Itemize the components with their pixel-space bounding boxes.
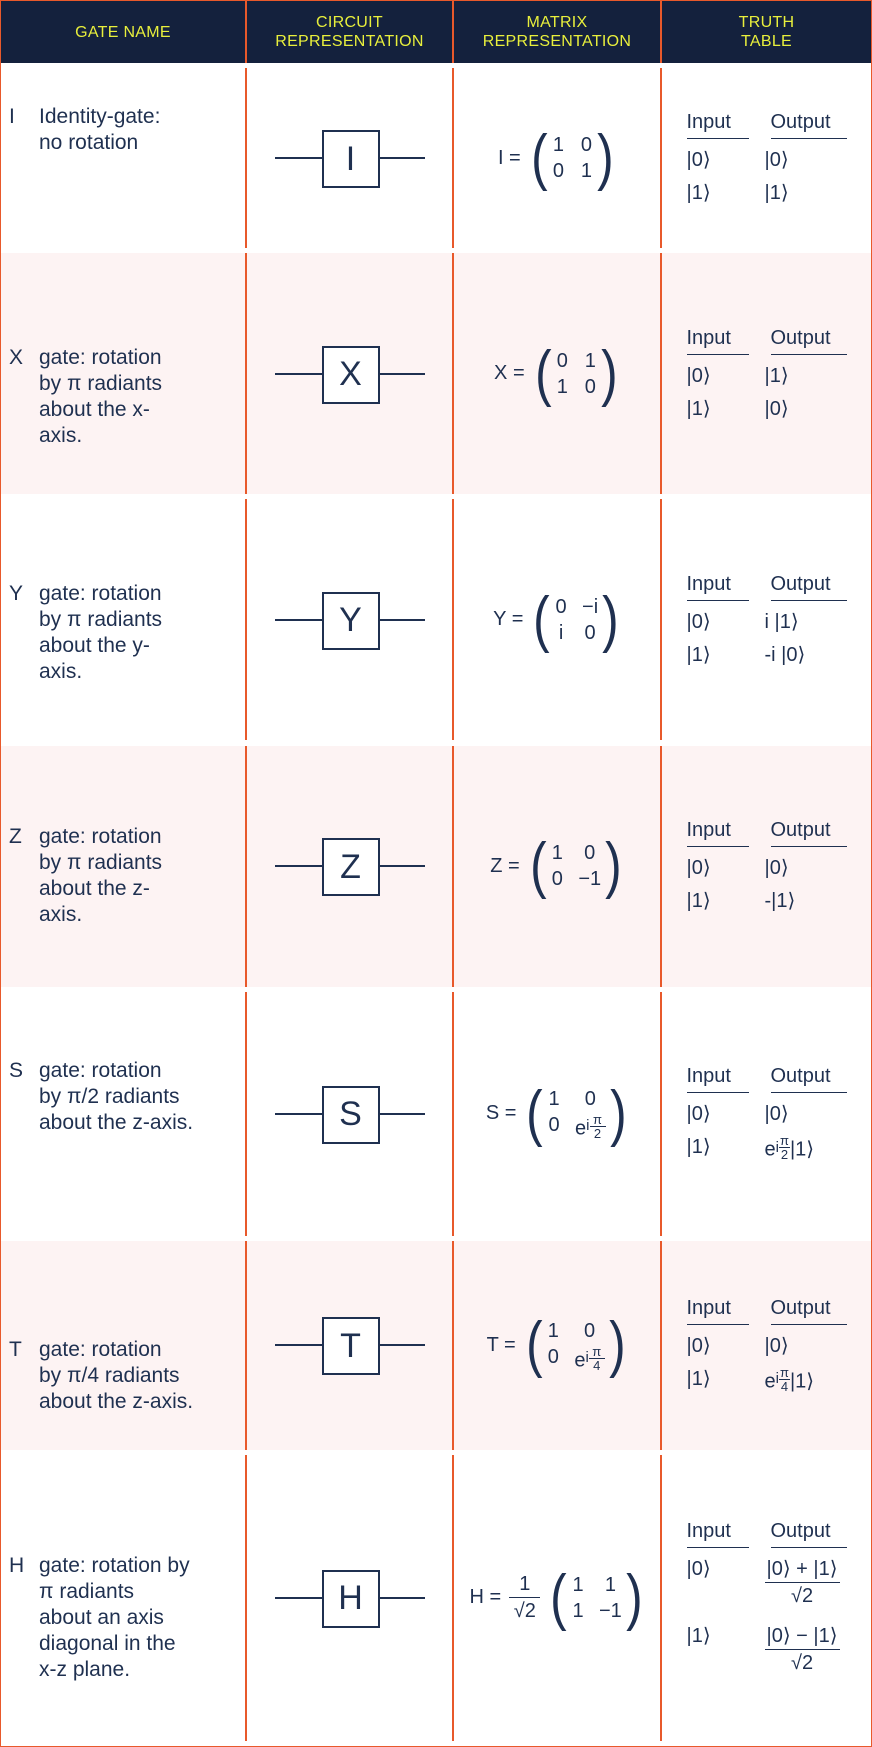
header-truth-label: TRUTH TABLE [738, 14, 795, 50]
phase-num: π [590, 1113, 606, 1127]
phase-num: π [589, 1345, 605, 1359]
truth-table-header [687, 111, 847, 139]
gate-name-cell [1, 68, 247, 248]
gate-letter: X [9, 346, 24, 370]
matrix-entry: 0 [584, 1087, 596, 1110]
gate-name-cell [1, 253, 247, 494]
truth-table-row [687, 855, 847, 880]
truth-table-header [687, 327, 847, 355]
matrix-entry: i [558, 621, 564, 644]
circuit-cell [247, 68, 454, 248]
phase-den: 2 [780, 1147, 789, 1163]
gate-letter: Z [9, 824, 22, 848]
matrix-entries [548, 841, 603, 891]
phase-exponent [775, 1133, 790, 1163]
matrix-entry: 1 [572, 1573, 584, 1596]
truth-table-cell [662, 499, 871, 740]
matrix-cell [454, 253, 662, 494]
right-paren: ) [605, 831, 622, 900]
header-gate-name-label: GATE NAME [75, 23, 171, 41]
circuit-cell [247, 1241, 454, 1450]
output-denominator: √2 [790, 1584, 814, 1607]
output-state [765, 1623, 847, 1676]
scalar-denominator: √2 [513, 1600, 536, 1623]
matrix-entry: −i [582, 595, 599, 618]
input-state: |0⟩ [686, 364, 711, 387]
matrix [493, 584, 621, 654]
phase-exponent [586, 1111, 605, 1141]
truth-table [687, 573, 847, 667]
left-paren: ( [526, 1078, 543, 1148]
matrix-entries [553, 349, 599, 399]
matrix-label: Z = [490, 854, 520, 877]
gate-box: I [322, 130, 380, 188]
phase-exponent [775, 1365, 790, 1395]
circuit-diagram [275, 1085, 425, 1143]
right-paren: ) [608, 1310, 626, 1380]
output-value: |0⟩ [764, 1335, 789, 1358]
circuit-cell [247, 499, 454, 740]
matrix-entry: 0 [548, 1113, 560, 1136]
matrix-entry: 1 [572, 1599, 584, 1622]
output-state [765, 147, 847, 172]
matrix-entries [549, 133, 595, 183]
matrix-entries [544, 1319, 606, 1372]
truth-table-row [687, 180, 847, 205]
circuit-cell [247, 1455, 454, 1741]
matrix-entry: 0 [584, 621, 596, 644]
gate-name [9, 104, 160, 156]
matrix-entry: 1 [551, 842, 563, 864]
left-paren: ( [534, 338, 552, 408]
circuit-diagram [275, 345, 425, 403]
truth-table-row [687, 1623, 847, 1676]
output-value: |0⟩ [764, 149, 789, 172]
scalar-numerator: 1 [509, 1571, 540, 1598]
input-state: |1⟩ [686, 397, 711, 420]
left-paren: ( [529, 831, 547, 900]
truth-table-cell [662, 992, 871, 1236]
gate-name [9, 1337, 193, 1415]
truth-table-cell [662, 746, 871, 987]
input-header: Input [687, 1065, 749, 1093]
matrix-entry: 1 [580, 160, 592, 183]
truth-table-row [687, 888, 847, 913]
input-header: Input [687, 573, 749, 601]
output-header: Output [771, 111, 847, 139]
phase-num: π [779, 1365, 789, 1381]
output-value: i |1⟩ [764, 610, 799, 633]
output-numerator: |0⟩ − |1⟩ [765, 1623, 840, 1650]
phase-fraction [779, 1134, 790, 1161]
input-state: |0⟩ [686, 1557, 711, 1580]
output-state [765, 855, 847, 880]
phase-exponent [585, 1343, 604, 1373]
output-state [765, 180, 847, 205]
phase-den: 4 [780, 1379, 789, 1395]
output-header: Output [771, 327, 847, 355]
matrix-label: X = [494, 362, 525, 385]
phase-fraction [589, 1345, 605, 1372]
gate-description: gate: rotation by π radiants about the y- axis. [39, 582, 163, 684]
left-paren: ( [525, 1310, 543, 1380]
header-circuit [247, 1, 454, 63]
matrix-entries [545, 1087, 607, 1140]
phase-base: i [585, 1348, 589, 1366]
truth-table-cell [662, 1455, 871, 1741]
matrix-entry: 1 [556, 375, 568, 398]
output-state [765, 888, 847, 913]
circuit-diagram [275, 129, 425, 187]
matrix [490, 831, 624, 900]
input-state: |1⟩ [686, 890, 711, 912]
output-value: |0⟩ [764, 857, 789, 879]
truth-table [687, 1520, 847, 1676]
output-header: Output [771, 573, 847, 601]
input-state: |0⟩ [686, 1103, 711, 1126]
truth-table [687, 819, 847, 913]
output-value: |1⟩ [764, 364, 789, 387]
gate-letter: H [9, 1553, 25, 1577]
left-paren: ( [533, 584, 550, 654]
matrix-entry: 0 [552, 160, 564, 183]
output-state [765, 1556, 847, 1609]
header-truth-table [662, 1, 871, 63]
matrix [494, 338, 620, 408]
matrix-entry: 0 [551, 868, 563, 890]
gate-name-cell [1, 1455, 247, 1741]
circuit-diagram [275, 591, 425, 649]
truth-table-row [687, 1556, 847, 1609]
truth-table [687, 1297, 847, 1393]
matrix-entry: 1 [584, 349, 596, 372]
input-header: Input [687, 1297, 749, 1325]
output-state [765, 363, 847, 388]
matrix-entry: −1 [578, 868, 602, 890]
phase-base: i [775, 1370, 779, 1388]
matrix-entry: 0 [547, 1345, 559, 1368]
gate-name [9, 581, 162, 685]
matrix-label: H = [469, 1586, 502, 1609]
right-paren: ) [601, 338, 618, 408]
gate-box: S [322, 1086, 380, 1144]
output-value: |0⟩ [764, 397, 789, 420]
matrix-entries [569, 1573, 624, 1623]
matrix-cell [454, 1241, 662, 1450]
output-value: |1⟩ [764, 182, 789, 205]
matrix-entry: 0 [580, 134, 592, 157]
output-ket: |1⟩ [789, 1138, 815, 1161]
truth-table-row [687, 642, 847, 667]
input-state: |1⟩ [686, 1136, 711, 1159]
right-paren: ) [602, 584, 619, 654]
output-numerator: |0⟩ + |1⟩ [765, 1556, 840, 1583]
matrix-entry-phase [575, 1113, 605, 1140]
input-state: |1⟩ [686, 1368, 711, 1391]
gate-box: H [322, 1570, 380, 1628]
matrix-entry: 1 [547, 1319, 559, 1342]
output-ket: |1⟩ [789, 1370, 815, 1393]
input-header: Input [687, 111, 749, 139]
matrix-cell [454, 1455, 662, 1741]
phase-den: 2 [593, 1125, 602, 1141]
matrix-entry: 1 [604, 1573, 616, 1596]
matrix [486, 1310, 628, 1380]
truth-table-header [687, 573, 847, 601]
truth-table-cell [662, 1241, 871, 1450]
truth-table-row [687, 363, 847, 388]
right-paren: ) [609, 1078, 627, 1148]
matrix-entry: e [574, 1348, 586, 1371]
gate-name [9, 1058, 193, 1136]
output-header: Output [771, 1065, 847, 1093]
matrix-entry: 1 [552, 134, 564, 157]
matrix-entry: 0 [584, 375, 596, 398]
gate-name-cell [1, 499, 247, 740]
gate-letter: Y [9, 582, 24, 606]
gate-description: gate: rotation by π radiants about the x- axis. [39, 346, 163, 448]
truth-table-cell [662, 253, 871, 494]
input-state: |0⟩ [686, 610, 711, 633]
scalar-fraction [509, 1571, 540, 1624]
circuit-diagram [275, 1316, 425, 1374]
matrix-entry: 0 [555, 595, 567, 618]
truth-table-row [687, 609, 847, 634]
circuit-diagram [275, 1569, 425, 1627]
output-state [765, 1101, 847, 1126]
gate-box: Y [322, 592, 380, 650]
matrix [485, 1078, 628, 1148]
gate-letter: S [9, 1058, 24, 1082]
gate-description: gate: rotation by π/2 radiants about the z-axis. [39, 1058, 194, 1134]
output-value: -|1⟩ [764, 890, 796, 912]
left-paren: ( [550, 1562, 567, 1632]
truth-table-row [687, 1366, 847, 1393]
input-state: |0⟩ [686, 857, 711, 879]
truth-table-row [687, 396, 847, 421]
phase-num: π [779, 1133, 789, 1149]
input-header: Input [687, 1520, 749, 1548]
matrix-entry: e [575, 1117, 587, 1140]
truth-table-header [687, 1065, 847, 1093]
gate-name [9, 345, 162, 449]
truth-table-header [687, 819, 847, 847]
left-paren: ( [530, 123, 548, 193]
gate-box: Z [322, 838, 380, 896]
matrix-label: I = [497, 146, 521, 169]
gate-letter: I [9, 105, 15, 129]
gate-name [9, 824, 162, 928]
matrix-entry: 1 [548, 1087, 560, 1110]
truth-table-header [687, 1297, 847, 1325]
input-state: |0⟩ [686, 149, 711, 172]
input-state: |1⟩ [686, 1624, 711, 1647]
gate-description: gate: rotation by π/4 radiants about the z-axis. [39, 1337, 194, 1413]
matrix-cell [454, 68, 662, 248]
gate-box: T [322, 1317, 380, 1375]
truth-table-row [687, 147, 847, 172]
truth-table-row [687, 1333, 847, 1358]
right-paren: ) [625, 1562, 643, 1632]
truth-table [687, 327, 847, 421]
truth-table-row [687, 1134, 847, 1161]
output-fraction [765, 1556, 840, 1609]
matrix [497, 123, 616, 193]
phase-base: i [586, 1117, 590, 1135]
header-gate-name [1, 1, 247, 63]
output-state [765, 609, 847, 634]
phase-base: i [775, 1138, 779, 1156]
circuit-cell [247, 992, 454, 1236]
matrix-entry: 0 [556, 349, 568, 372]
matrix-entry: −1 [599, 1599, 622, 1622]
matrix-label: Y = [493, 608, 524, 631]
output-value: |0⟩ [764, 1103, 789, 1126]
output-state [765, 1333, 847, 1358]
input-header: Input [687, 819, 749, 847]
matrix-label: T = [486, 1333, 516, 1356]
phase-fraction [590, 1113, 606, 1140]
output-denominator: √2 [790, 1651, 814, 1674]
right-paren: ) [597, 123, 614, 193]
input-state: |0⟩ [686, 1335, 711, 1358]
matrix-cell [454, 992, 662, 1236]
matrix-entry: 0 [583, 1319, 596, 1342]
output-value: e [764, 1138, 776, 1161]
output-state [765, 1134, 847, 1161]
matrix-entries [552, 595, 600, 645]
matrix-cell [454, 746, 662, 987]
truth-table-cell [662, 68, 871, 248]
truth-table-header [687, 1520, 847, 1548]
input-state: |1⟩ [686, 643, 711, 666]
input-header: Input [687, 327, 749, 355]
circuit-cell [247, 253, 454, 494]
matrix-entry: 0 [584, 842, 596, 864]
gate-description: gate: rotation by π radiants about an axis diagonal in the x-z plane. [39, 1553, 190, 1681]
truth-table [687, 111, 847, 205]
gate-name-cell [1, 1241, 247, 1450]
output-state [765, 1366, 847, 1393]
circuit-cell [247, 746, 454, 987]
matrix-entry-phase [574, 1345, 604, 1372]
output-state [765, 642, 847, 667]
output-value: e [764, 1370, 776, 1393]
output-state [765, 396, 847, 421]
gate-name [9, 1553, 190, 1683]
gate-description: Identity-gate: no rotation [39, 105, 161, 155]
truth-table [687, 1065, 847, 1161]
output-header: Output [771, 1520, 847, 1548]
gate-name-cell [1, 746, 247, 987]
output-value: -i |0⟩ [764, 643, 806, 666]
phase-den: 4 [593, 1357, 601, 1373]
gate-box: X [322, 346, 380, 404]
gate-letter: T [9, 1337, 22, 1361]
matrix-label: S = [485, 1102, 517, 1125]
matrix-cell [454, 499, 662, 740]
header-matrix-label: MATRIX REPRESENTATION [482, 14, 632, 50]
header-matrix [454, 1, 662, 63]
truth-table-row [687, 1101, 847, 1126]
output-header: Output [771, 819, 847, 847]
phase-fraction [779, 1366, 790, 1393]
gate-name-cell [1, 992, 247, 1236]
output-fraction [765, 1623, 840, 1676]
output-header: Output [771, 1297, 847, 1325]
matrix [469, 1562, 645, 1632]
header-circuit-label: CIRCUIT REPRESENTATION [275, 14, 424, 50]
circuit-diagram [275, 837, 425, 895]
input-state: |1⟩ [686, 182, 711, 205]
gate-description: gate: rotation by π radiants about the z- axis. [39, 824, 163, 926]
